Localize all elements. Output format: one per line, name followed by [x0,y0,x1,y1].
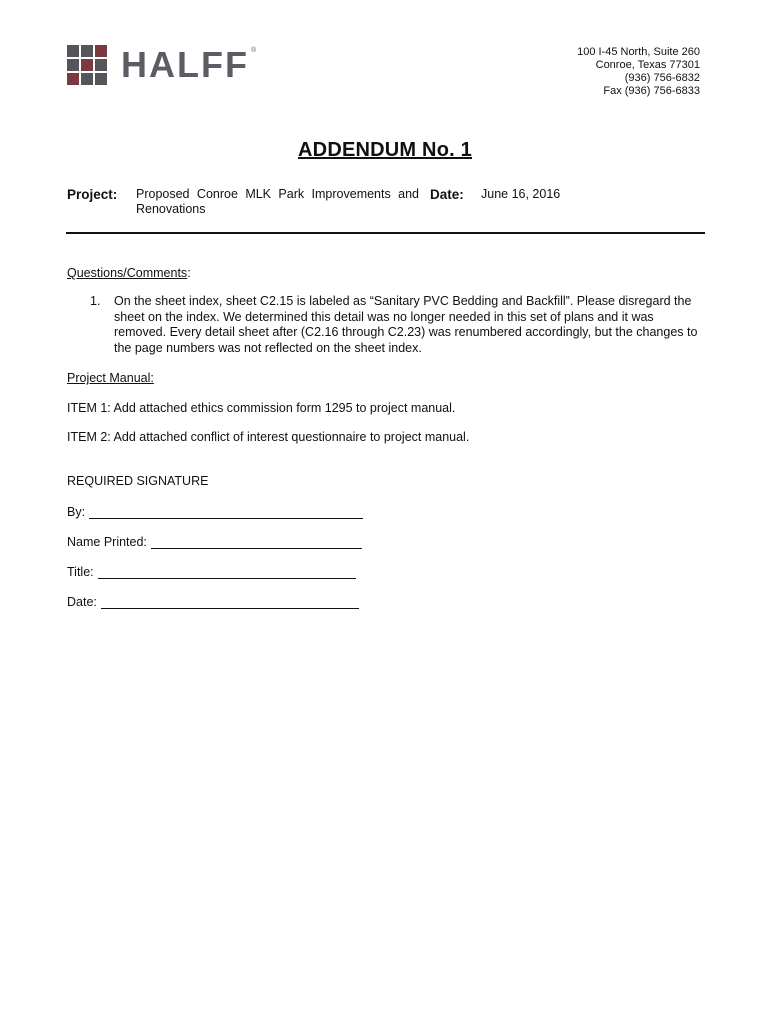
title-label: Title: [67,565,94,579]
date-label: Date: [430,187,464,202]
date-value: June 16, 2016 [481,187,561,201]
signature-name-row [67,534,362,549]
phone-line: (936) 756-6832 [624,72,700,84]
address-line: 100 I-45 North, Suite 260 [577,46,700,58]
logo-text: HALFF [121,44,249,85]
date-line[interactable] [101,594,359,609]
document-title: ADDENDUM No. 1 [298,139,472,161]
project-name: Proposed Conroe MLK Park Improvements and Renovations [136,187,419,216]
halff-logo [67,45,256,85]
list-item-number: 1. [90,294,101,308]
manual-item-2: ITEM 2: Add attached conflict of interest questionnaire to project manual. [67,430,470,444]
registered-mark: ® [250,47,257,54]
project-manual-heading: Project Manual: [67,371,154,385]
fax-line: Fax (936) 756-6833 [603,85,700,97]
header-divider [66,232,705,234]
name-printed-line[interactable] [151,534,362,549]
company-address [577,46,700,98]
date-field-label: Date: [67,595,97,609]
signature-title-row [67,564,356,579]
signature-date-row [67,594,359,609]
list-item [90,294,702,356]
by-signature-line[interactable] [89,504,363,519]
by-label: By: [67,505,86,519]
signature-by-row [67,504,363,519]
manual-item-1: ITEM 1: Add attached ethics commission form 1295 to project manual. [67,401,456,415]
logo-grid-icon [67,45,107,85]
project-label: Project: [67,187,118,202]
list-item-text: On the sheet index, sheet C2.15 is labeled as “Sanitary PVC Bedding and Backfill”. Please disregard the sheet on the index. We determined this detail was no longer needed in this set of plans and it was removed. Every detail sheet after (C2.16 through C2.23) was renumbered accordingly, but the changes to the page numbers was not reflected on the sheet index. [114,294,698,355]
questions-heading: Questions/Comments: [67,266,191,280]
title-line[interactable] [98,564,356,579]
name-printed-label: Name Printed: [67,535,147,549]
signature-heading: REQUIRED SIGNATURE [67,474,209,488]
address-line: Conroe, Texas 77301 [595,59,700,71]
